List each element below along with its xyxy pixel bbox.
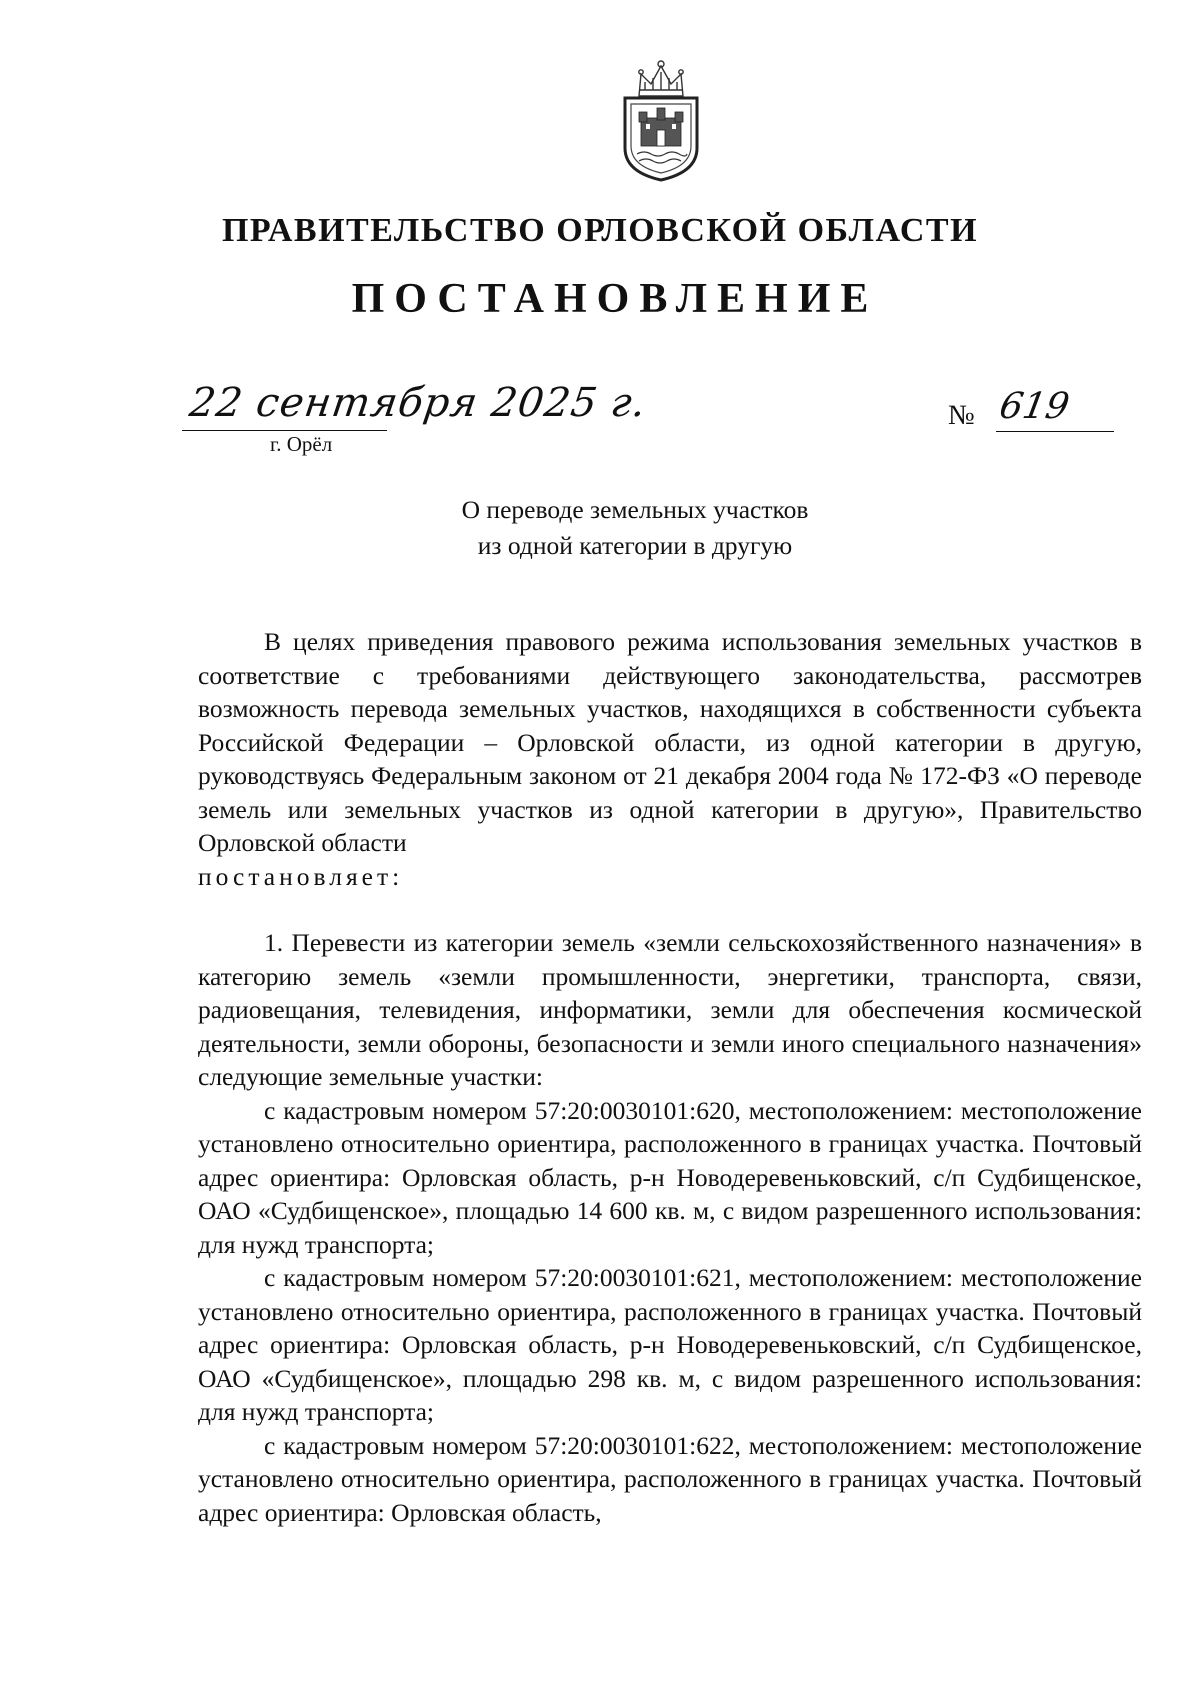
document-type: ПОСТАНОВЛЕНИЕ bbox=[351, 276, 879, 322]
preamble-paragraph: В целях приведения правового режима использования земельных участков в соответствие с требованиями действующего законодательства, рассмотрев возможность перевода земельных участков, находящихся в собственности субъекта Российской Федерации – Орловской области, из одной категории в другую, руководствуясь Федеральным законом от 21 декабря 2004 года № 172-ФЗ «О переводе земель или земельных участков из одной категории в другую», Правительство Орловской области bbox=[198, 627, 1142, 857]
handwritten-number: 619 bbox=[996, 386, 1073, 427]
organization-name: ПРАВИТЕЛЬСТВО ОРЛОВСКОЙ ОБЛАСТИ bbox=[221, 212, 979, 249]
place-of-issue: г. Орёл bbox=[270, 432, 333, 456]
parcel-2-paragraph: с кадастровым номером 57:20:0030101:621, местоположением: местоположение установлено относительно ориентира, расположенного в границах участка. Почтовый адрес ориентира: Орловская область, р-н Новодеревеньковский, с/п Судбищенское, ОАО «Судбищенское», площадью 298 кв. м, с видом разрешенного использования: для нужд транспорта; bbox=[198, 1263, 1142, 1426]
item-1-paragraph: 1. Перевести из категории земель «земли сельскохозяйственного назначения» в категорию земель «земли промышленности, энергетики, транспорта, связи, радиовещания, телевидения, информатики, земли для обеспечения космической деятельности, земли обороны, безопасности и земли иного специального назначения» следующие земельные участки: bbox=[198, 928, 1142, 1091]
document-body bbox=[198, 625, 1142, 1529]
title-line-1: О переводе земельных участков bbox=[461, 495, 809, 524]
parcel-3-paragraph: с кадастровым номером 57:20:0030101:622, местоположением: местоположение установлено относительно ориентира, расположенного в границах участка. Почтовый адрес ориентира: Орловская область, bbox=[198, 1430, 1142, 1527]
document-title bbox=[0, 492, 1200, 564]
number-label: № bbox=[948, 400, 975, 431]
paragraph-gap bbox=[198, 893, 1142, 926]
handwritten-date: 22 сентября 2025 г. bbox=[186, 380, 650, 426]
date-underline bbox=[182, 430, 387, 431]
coat-of-arms-icon bbox=[617, 56, 705, 184]
parcel-1-paragraph: с кадастровым номером 57:20:0030101:620, местоположением: местоположение установлено относительно ориентира, расположенного в границах участка. Почтовый адрес ориентира: Орловская область, р-н Новодеревеньковский, с/п Судбищенское, ОАО «Судбищенское», площадью 14 600 кв. м, с видом разрешенного использования: для нужд транспорта; bbox=[198, 1095, 1142, 1259]
title-line-2: из одной категории в другую bbox=[477, 531, 793, 560]
number-underline bbox=[996, 431, 1114, 432]
resolves-word: постановляет: bbox=[198, 861, 404, 891]
